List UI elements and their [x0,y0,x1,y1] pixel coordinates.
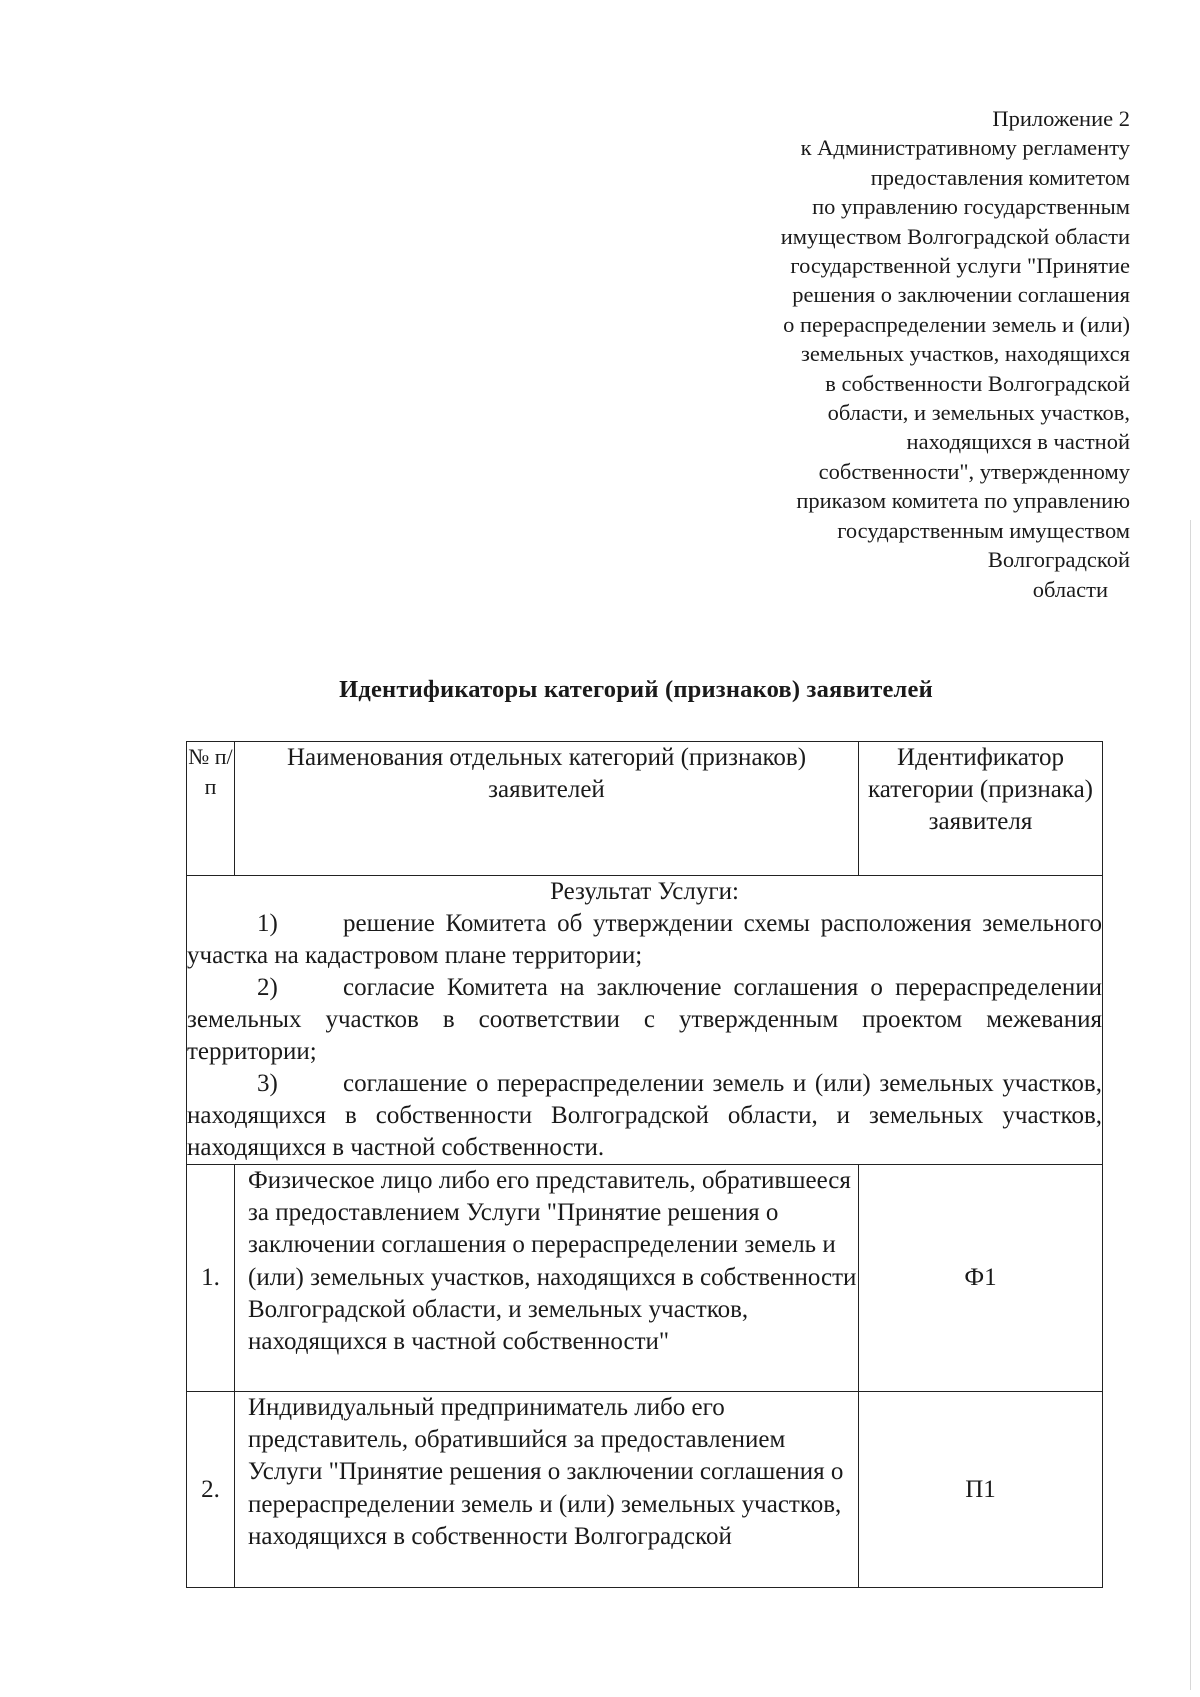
appendix-header [570,104,1130,604]
header-name: Наименования отдельных категорий (признаков) заявителей [235,742,859,876]
appendix-line: к Административному регламенту [800,135,1130,161]
appendix-line: в собственности Волгоградской [825,370,1130,396]
row-identifier: Ф1 [859,1165,1103,1392]
result-item [187,972,1102,1068]
result-item-number: 1) [257,910,278,937]
document-title: Идентификаторы категорий (признаков) заявителей [339,676,933,703]
row-number: 2. [187,1392,235,1588]
appendix-line: области [1032,576,1108,602]
appendix-line: решения о заключении соглашения [792,282,1130,308]
table-row [187,1165,1103,1392]
appendix-line: находящихся в частной [906,429,1130,455]
result-title: Результат Услуги: [550,878,739,905]
result-row [187,876,1103,1165]
result-item [187,908,1102,972]
row-number: 1. [187,1165,235,1392]
result-item-number: 2) [257,974,278,1001]
appendix-line: приказом комитета по управлению [796,488,1130,514]
applicant-categories-table [186,741,1103,1588]
header-identifier: Идентификатор категории (признака) заявителя [859,742,1103,876]
appendix-line: Приложение 2 [992,106,1130,131]
row-category-text: Индивидуальный предприниматель либо его представитель, обратившийся за предоставлением Услуги "Принятие решения о заключении соглашения о перераспределении земель и (или) земельных участков, находящихся в собственности Волгоградской [235,1392,859,1588]
appendix-line: предоставления комитетом [870,164,1130,190]
table-row [187,1392,1103,1588]
appendix-line: государственным имуществом [837,517,1130,543]
appendix-line: Волгоградской [987,547,1130,573]
result-item-text: согласие Комитета на заключение соглашения о перераспределении земельных участков в соответствии с утвержденным проектом межевания территории; [187,974,1102,1065]
appendix-line: государственной услуги "Принятие [790,253,1130,279]
row-category-text: Физическое лицо либо его представитель, обратившееся за предоставлением Услуги "Принятие решения о заключении соглашения о перераспределении земель и (или) земельных участков, находящихся в собственности Волгоградской области, и земельных участков, находящихся в частной собственности" [235,1165,859,1392]
scan-edge-line [1190,520,1191,1690]
appendix-line: о перераспределении земель и (или) [783,311,1130,337]
appendix-line: имуществом Волгоградской области [780,223,1130,249]
row-identifier: П1 [859,1392,1103,1588]
result-item-text: соглашение о перераспределении земель и (или) земельных участков, находящихся в собственности Волгоградской области, и земельных участков, находящихся в частной собственности. [187,1070,1102,1161]
result-item-number: 3) [257,1070,278,1097]
result-item-text: решение Комитета об утверждении схемы расположения земельного участка на кадастровом плане территории; [187,910,1102,969]
appendix-line: собственности", утвержденному [818,458,1130,484]
appendix-line: области, и земельных участков, [827,400,1130,426]
appendix-line: земельных участков, находящихся [800,341,1130,367]
appendix-line: по управлению государственным [812,194,1130,220]
result-item [187,1068,1102,1164]
header-number: № п/п [187,742,235,876]
table-header-row [187,742,1103,876]
result-cell [187,876,1103,1165]
